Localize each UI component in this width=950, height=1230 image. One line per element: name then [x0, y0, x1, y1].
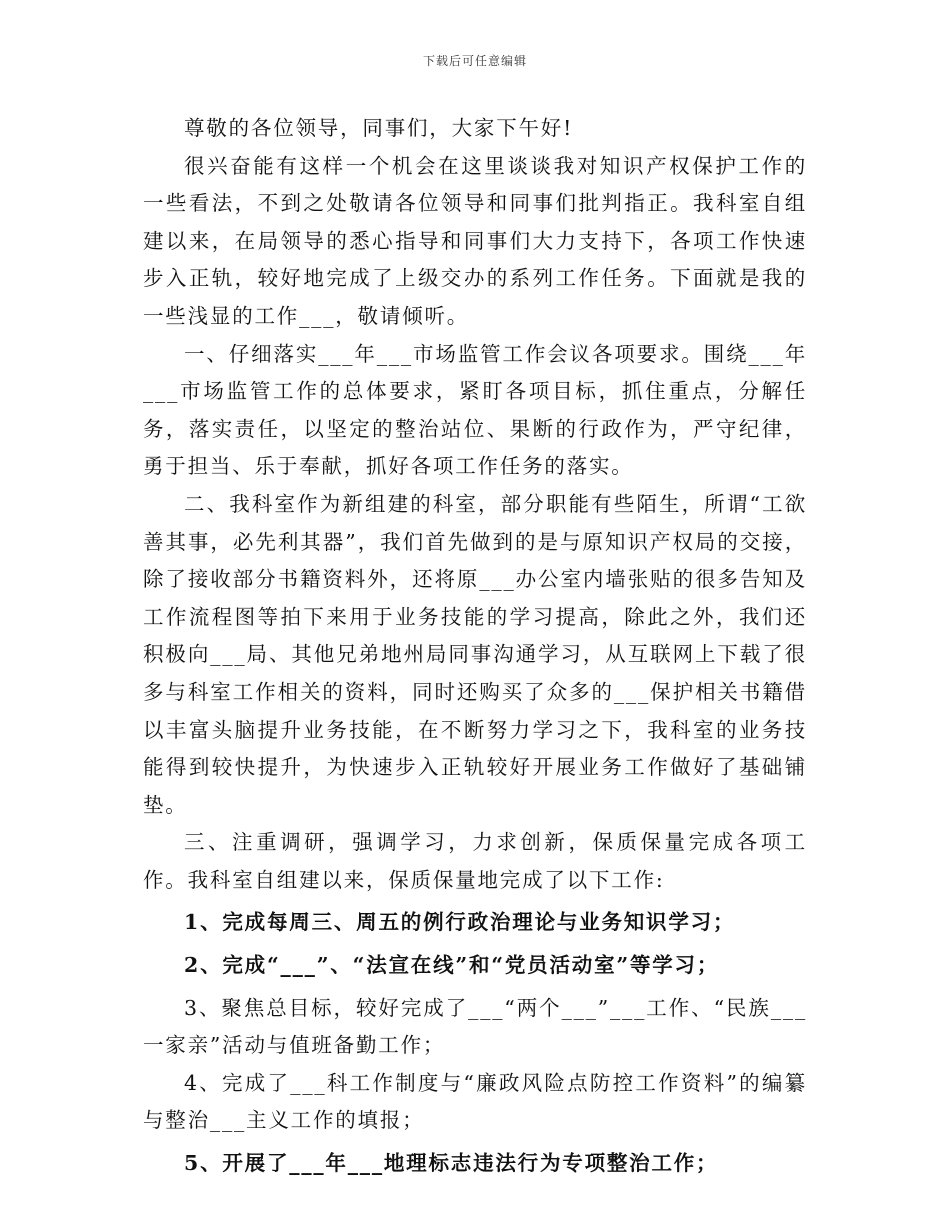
list-item-3: 3、聚焦总目标，较好完成了___“两个___”___工作、“民族___一家亲”活动与值班备勤工作；	[143, 995, 807, 1058]
section-three-paragraph: 三、注重调研，强调学习，力求创新，保质保量完成各项工作。我科室自组建以来，保质保量地完成了以下工作:	[143, 830, 807, 892]
list-item-2: 2、完成“___”、“法宣在线”和“党员活动室”等学习；	[184, 953, 720, 978]
document-body	[143, 110, 807, 1188]
intro-paragraph: 很兴奋能有这样一个机会在这里谈谈我对知识产权保护工作的一些看法，不到之处敬请各位领导和同事们批判指正。我科室自组建以来，在局领导的悉心指导和同事们大力支持下，各项工作快速步入正轨，较好地完成了上级交办的系列工作任务。下面就是我的一些浅显的工作___，敬请倾听。	[143, 153, 807, 328]
section-two-paragraph: 二、我科室作为新组建的科室，部分职能有些陌生，所谓“工欲善其事，必先利其器”，我们首先做到的是与原知识产权局的交接，除了接收部分书籍资料外，还将原___办公室内墙张贴的很多告知及工作流程图等拍下来用于业务技能的学习提高，除此之外，我们还积极向___局、其他兄弟地州局同事沟通学习，从互联网上下载了很多与科室工作相关的资料，同时还购买了众多的___保护相关书籍借以丰富头脑提升业务技能，在不断努力学习之下，我科室的业务技能得到较快提升，为快速步入正轨较好开展业务工作做好了基础铺垫。	[143, 491, 807, 817]
list-item-5: 5、开展了___年___地理标志违法行为专项整治工作；	[184, 1151, 719, 1176]
section-one-paragraph: 一、仔细落实___年___市场监管工作会议各项要求。围绕___年___市场监管工作的总体要求，紧盯各项目标，抓住重点，分解任务，落实责任，以坚定的整治站位、果断的行政作为，严守纪律，勇于担当、乐于奉献，抓好各项工作任务的落实。	[143, 341, 807, 479]
page-header: 下载后可任意编辑	[422, 54, 527, 68]
greeting-paragraph: 尊敬的各位领导，同事们，大家下午好!	[184, 116, 574, 140]
list-item-1: 1、完成每周三、周五的例行政治理论与业务知识学习；	[184, 910, 736, 935]
list-item-4: 4、完成了___科工作制度与“廉政风险点防控工作资料”的编纂与整治___主义工作的填报；	[143, 1070, 807, 1133]
